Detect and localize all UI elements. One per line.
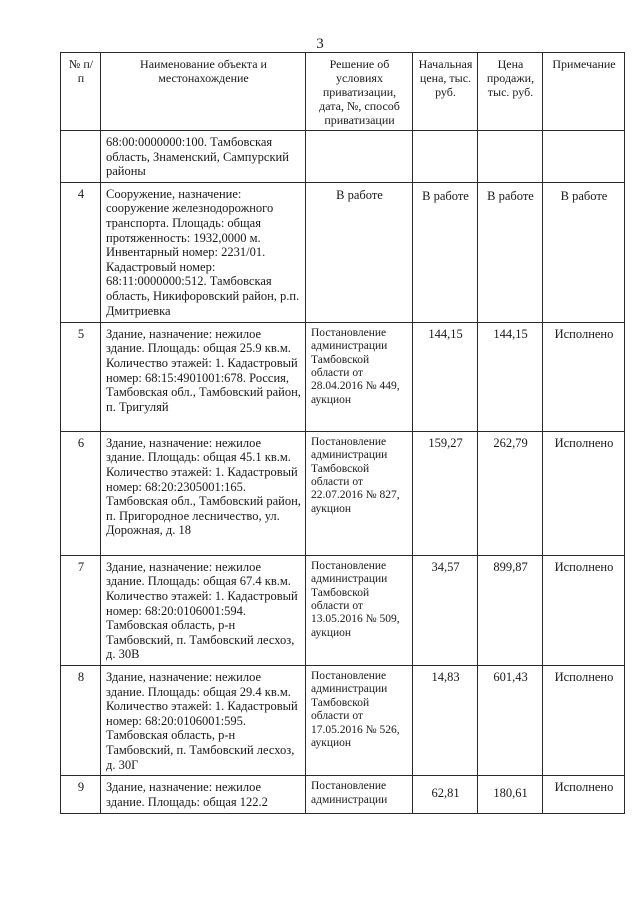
row-sale-price: 262,79 (478, 431, 543, 555)
row-object: Здание, назначение: нежилое здание. Площадь: общая 122.2 (101, 776, 306, 814)
row-num: 8 (61, 665, 101, 775)
header-start-price: Начальная цена, тыс. руб. (413, 53, 478, 131)
row-note: Исполнено (543, 665, 625, 775)
row-start-price: 14,83 (413, 665, 478, 775)
row-object: Сооружение, назначение: сооружение железнодорожного транспорта. Площадь: общая протяженность: 1932,0000 м. Инвентарный номер: 2231/01. Кадастровый номер: 68:11:0000000:512. Тамбовская область, Никифоровский район, р.п. Дмитриевка (101, 182, 306, 322)
row-decision: Постановление администрации Тамбовской области от 17.05.2016 № 526, аукцион (306, 665, 413, 775)
table-row (61, 131, 625, 183)
header-object: Наименование объекта и местонахождение (101, 53, 306, 131)
row-object: Здание, назначение: нежилое здание. Площадь: общая 67.4 кв.м. Количество этажей: 1. Кадастровый номер: 68:20:0106001:594. Тамбовская область, р-н Тамбовский, п. Тамбовский лесхоз, д. 30В (101, 555, 306, 665)
table-row (61, 322, 625, 431)
row-object: Здание, назначение: нежилое здание. Площадь: общая 25.9 кв.м. Количество этажей: 1. Кадастровый номер: 68:15:4901001:678. Россия, Тамбовская обл., Тамбовский район, п. Тригуляй (101, 322, 306, 431)
row-object: Здание, назначение: нежилое здание. Площадь: общая 29.4 кв.м. Количество этажей: 1. Кадастровый номер: 68:20:0106001:595. Тамбовская область, р-н Тамбовский, п. Тамбовский лесхоз, д. 30Г (101, 665, 306, 775)
table-row (61, 182, 625, 322)
row-start-price: 144,15 (413, 322, 478, 431)
table-row (61, 431, 625, 555)
row-sale-price: 144,15 (478, 322, 543, 431)
row-note (543, 131, 625, 183)
row-note: Исполнено (543, 555, 625, 665)
table-row (61, 555, 625, 665)
page-number: 3 (316, 36, 324, 52)
row-decision: Постановление администрации Тамбовской области от 13.05.2016 № 509, аукцион (306, 555, 413, 665)
row-object: Здание, назначение: нежилое здание. Площадь: общая 45.1 кв.м. Количество этажей: 1. Кадастровый номер: 68:20:2305001:165. Тамбовская обл., Тамбовский район, п. Пригородное лесничество, ул. Дорожная, д. 18 (101, 431, 306, 555)
privatization-table (60, 52, 625, 814)
table-row (61, 665, 625, 775)
row-note: Исполнено (543, 776, 625, 814)
row-num: 6 (61, 431, 101, 555)
row-num: 9 (61, 776, 101, 814)
row-num: 5 (61, 322, 101, 431)
row-start-price (413, 131, 478, 183)
header-note: Примечание (543, 53, 625, 131)
row-note: Исполнено (543, 322, 625, 431)
row-decision: Постановление администрации (306, 776, 413, 814)
row-note: В работе (543, 182, 625, 322)
header-decision: Решение об условиях приватизации, дата, №, способ приватизации (306, 53, 413, 131)
row-sale-price: В работе (478, 182, 543, 322)
row-sale-price (478, 131, 543, 183)
row-sale-price: 180,61 (478, 776, 543, 814)
row-decision: В работе (306, 182, 413, 322)
row-start-price: 34,57 (413, 555, 478, 665)
row-sale-price: 601,43 (478, 665, 543, 775)
row-start-price: 62,81 (413, 776, 478, 814)
row-sale-price: 899,87 (478, 555, 543, 665)
row-start-price: В работе (413, 182, 478, 322)
table-header-row (61, 53, 625, 131)
row-num: 7 (61, 555, 101, 665)
table-row (61, 776, 625, 814)
row-decision: Постановление администрации Тамбовской области от 22.07.2016 № 827, аукцион (306, 431, 413, 555)
header-sale-price: Цена продажи, тыс. руб. (478, 53, 543, 131)
row-decision: Постановление администрации Тамбовской области от 28.04.2016 № 449, аукцион (306, 322, 413, 431)
row-decision (306, 131, 413, 183)
header-num: № п/п (61, 53, 101, 131)
row-note: Исполнено (543, 431, 625, 555)
row-start-price: 159,27 (413, 431, 478, 555)
row-num: 4 (61, 182, 101, 322)
row-object: 68:00:0000000:100. Тамбовская область, Знаменский, Сампурский районы (101, 131, 306, 183)
row-num (61, 131, 101, 183)
